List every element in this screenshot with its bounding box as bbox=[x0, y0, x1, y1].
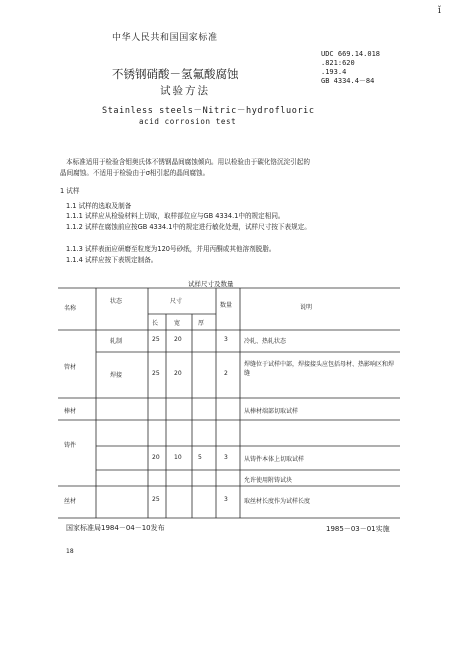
row-name: 棒材 bbox=[64, 408, 77, 415]
row-length: 20 bbox=[152, 454, 160, 461]
title-chinese: 不锈钢硝酸－氢氟酸腐蚀 bbox=[112, 67, 239, 81]
row-state: 轧制 bbox=[110, 338, 123, 345]
row-count: 3 bbox=[224, 496, 228, 503]
row-name: 铸件 bbox=[64, 442, 77, 449]
row-name: 丝材 bbox=[64, 498, 77, 505]
page-number: 18 bbox=[66, 548, 74, 555]
udc-line: UDC 669.14.018 bbox=[321, 50, 381, 58]
row-count: 3 bbox=[224, 454, 228, 461]
title-english-line2: acid corrosion test bbox=[139, 117, 237, 126]
row-length: 25 bbox=[152, 496, 160, 503]
row-count: 2 bbox=[224, 370, 228, 377]
header-size: 尺寸 bbox=[170, 298, 183, 305]
row-note: 允许使用附铸试块 bbox=[244, 477, 293, 484]
footer-effective: 1985－03－01实施 bbox=[326, 525, 390, 533]
row-note: 从棒材端部切取试样 bbox=[244, 408, 299, 415]
standard-number: GB 4334.4－84 bbox=[321, 77, 375, 85]
header-note: 说明 bbox=[300, 304, 313, 311]
row-name: 管材 bbox=[64, 364, 77, 371]
subheader-length: 长 bbox=[152, 320, 159, 327]
edge-mark: ǐ bbox=[438, 6, 441, 16]
row-note: 从铸件本体上切取试样 bbox=[244, 456, 305, 463]
row-width: 20 bbox=[174, 336, 182, 343]
header-state: 状态 bbox=[110, 298, 123, 305]
intro-line: 本标准适用于检验含钼奥氏体不锈钢晶间腐蚀倾向。用以检验由于碳化铬沉淀引起的 bbox=[66, 158, 310, 166]
row-length: 25 bbox=[152, 336, 160, 343]
item-line: 1.1.3 试样表面应研磨至粒度为120号砂纸，并用丙酮或其他溶剂脱脂。 bbox=[66, 245, 276, 253]
subheader-width: 宽 bbox=[174, 320, 181, 327]
header-name: 名称 bbox=[64, 305, 77, 312]
row-width: 20 bbox=[174, 370, 182, 377]
item-line: 1.1.1 试样应从检验材料上切取，取样部位应与GB 4334.1中的规定相同。 bbox=[66, 212, 285, 220]
item-line: 1.1.4 试样应按下表规定制备。 bbox=[66, 256, 158, 264]
row-state: 焊接 bbox=[110, 372, 123, 379]
header-count: 数量 bbox=[220, 302, 233, 309]
title-subtitle: 试验方法 bbox=[160, 85, 210, 97]
item-line: 1.1 试样的选取及制备 bbox=[66, 202, 132, 210]
table-caption: 试样尺寸及数量 bbox=[188, 280, 234, 288]
row-note: 冷轧、热轧状态 bbox=[244, 338, 287, 345]
udc-line: .193.4 bbox=[321, 68, 347, 76]
title-english-line1: Stainless steels－Nitric－hydrofluoric bbox=[102, 106, 315, 116]
intro-line: 晶间腐蚀。不适用于检验由于σ相引起的晶间腐蚀。 bbox=[60, 169, 210, 177]
row-note: 取丝材长度作为试样长度 bbox=[244, 498, 311, 505]
footer-issued: 国家标准局1984－04－10发布 bbox=[66, 524, 165, 532]
row-count: 3 bbox=[224, 336, 228, 343]
subheader-thick: 厚 bbox=[198, 320, 205, 327]
udc-line: .821:620 bbox=[321, 59, 355, 67]
item-line: 1.1.2 试样在腐蚀前应按GB 4334.1中的规定进行敏化处理，试样尺寸按下表规定。 bbox=[66, 223, 311, 231]
row-width: 10 bbox=[174, 454, 182, 461]
section-title: 1 试样 bbox=[60, 187, 80, 195]
row-length: 25 bbox=[152, 370, 160, 377]
standard-header: 中华人民共和国国家标准 bbox=[112, 33, 218, 43]
row-note: 焊缝位于试样中部，焊接接头应包括母材、热影响区和焊缝 bbox=[244, 361, 395, 377]
row-thick: 5 bbox=[198, 454, 202, 461]
